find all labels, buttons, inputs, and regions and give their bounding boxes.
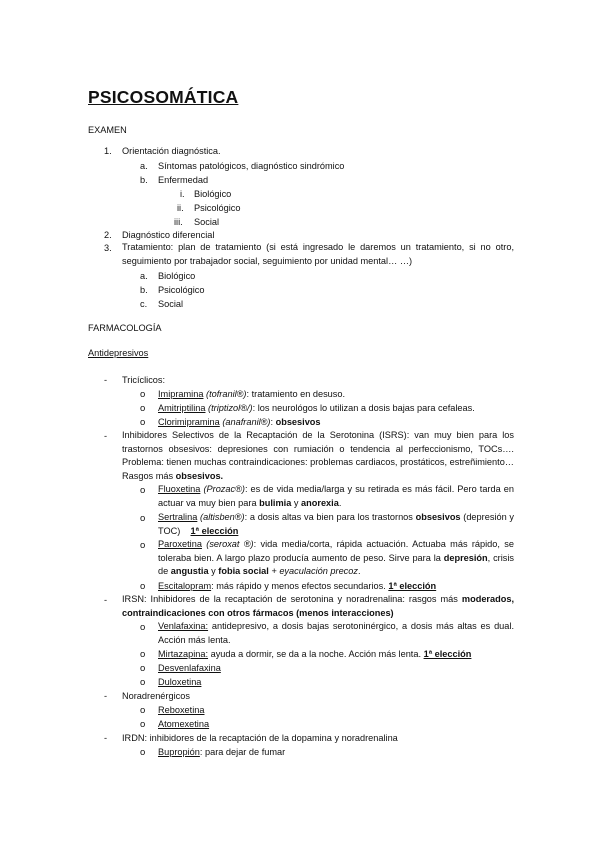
- list-item: Psicológico: [158, 285, 205, 295]
- list-marker: b.: [140, 175, 148, 185]
- examen-heading: EXAMEN: [88, 125, 127, 135]
- drug-item: Sertralina (altisben®): a dosis altas va bien para los trastornos obsesivos (depresión y TOC) 1ª elección: [158, 512, 514, 536]
- group-title: Tricíclicos:: [122, 375, 166, 385]
- circle-bullet: o: [140, 389, 146, 400]
- drug-item: Amitriptilina (triptizol®/): los neurológos lo utilizan a dosis bajas para cefaleas.: [158, 403, 475, 413]
- drug-item: Atomexetina: [158, 719, 210, 729]
- circle-bullet: o: [140, 663, 146, 674]
- circle-bullet: o: [140, 485, 146, 496]
- dash-bullet: -: [104, 733, 108, 743]
- list-item: Biológico: [158, 271, 196, 281]
- circle-bullet: o: [140, 747, 146, 758]
- circle-bullet: o: [140, 417, 146, 428]
- circle-bullet: o: [140, 677, 146, 688]
- circle-bullet: o: [140, 581, 146, 592]
- dash-bullet: -: [104, 431, 108, 441]
- drug-item: Desvenlafaxina: [158, 663, 221, 673]
- list-item: Social: [158, 299, 184, 309]
- page-title: PSICOSOMÁTICA: [88, 87, 239, 107]
- circle-bullet: o: [140, 403, 146, 414]
- drug-item: Reboxetina: [158, 705, 205, 715]
- list-marker: a.: [140, 271, 148, 281]
- drug-item: Escitalopram: más rápido y menos efectos secundarios. 1ª elección: [158, 581, 437, 591]
- list-marker: i.: [180, 189, 185, 199]
- list-item: Biológico: [194, 189, 232, 199]
- drug-item: Bupropión: para dejar de fumar: [158, 747, 286, 757]
- list-item: Enfermedad: [158, 175, 209, 185]
- dash-bullet: -: [104, 691, 108, 701]
- dash-bullet: -: [104, 375, 108, 385]
- list-item: Tratamiento: plan de tratamiento (si está ingresado le daremos un tratamiento, si no otro, seguimiento por trabajador social, seguimiento por unidad mental… …): [122, 242, 514, 266]
- list-item: Síntomas patológicos, diagnóstico sindrómico: [158, 161, 345, 171]
- list-item: Psicológico: [194, 203, 241, 213]
- drug-item: Fluoxetina (Prozac®): es de vida media/larga y su retirada es más fácil. Pero tarda en actuar va muy bien para bulimia y anorexia.: [158, 484, 514, 508]
- list-marker: 2.: [104, 230, 112, 240]
- drug-item: Venlafaxina: antidepresivo, a dosis bajas serotoninérgico, a dosis más altas es dual. Acción más lenta.: [158, 621, 514, 645]
- group-title: IRDN: inhibidores de la recaptación de la dopamina y noradrenalina: [122, 733, 398, 743]
- list-marker: c.: [140, 299, 148, 309]
- list-item: Diagnóstico diferencial: [122, 230, 215, 240]
- drug-item: Imipramina (tofranil®): tratamiento en desuso.: [158, 389, 346, 399]
- list-marker: 3.: [104, 243, 112, 253]
- drug-item: Paroxetina (seroxat ®): vida media/corta, rápida actuación. Actuaba más rápido, se toleraba bien. A largo plazo producía aumento de peso. Sirve para la depresión, crisis de angustia y fobia social + eyaculación precoz.: [158, 539, 515, 577]
- drug-item: Mirtazapina: ayuda a dormir, se da a la noche. Acción más lenta. 1ª elección: [158, 649, 472, 659]
- circle-bullet: o: [140, 622, 146, 633]
- circle-bullet: o: [140, 719, 146, 730]
- drug-item: Clorimipramina (anafranil®): obsesivos: [158, 417, 321, 427]
- group-title: Inhibidores Selectivos de la Recaptación de la Serotonina (ISRS): van muy bien para los trastornos obsesivos: depresiones con rumiación o tendencia al perfeccionismo, TOCs…. Problema: tienen muchas contraindicaciones: problemas cardiacos, prostáticos, estreñimiento… Rasgos más obsesivos.: [122, 430, 514, 481]
- list-marker: b.: [140, 285, 148, 295]
- group-title: IRSN: Inhibidores de la recaptación de serotonina y noradrenalina: rasgos más moderados, contraindicaciones con otros fármacos (menos interacciones): [122, 594, 514, 618]
- circle-bullet: o: [140, 540, 146, 551]
- dash-bullet: -: [104, 595, 108, 605]
- drug-item: Duloxetina: [158, 677, 202, 687]
- list-marker: iii.: [174, 217, 183, 227]
- farmacologia-heading: FARMACOLOGÍA: [88, 323, 162, 333]
- circle-bullet: o: [140, 705, 146, 716]
- list-marker: 1.: [104, 146, 112, 156]
- list-item: Orientación diagnóstica.: [122, 146, 221, 156]
- list-marker: ii.: [177, 203, 184, 213]
- group-title: Noradrenérgicos: [122, 691, 190, 701]
- circle-bullet: o: [140, 649, 146, 660]
- list-marker: a.: [140, 161, 148, 171]
- antidepresivos-subheading: Antidepresivos: [88, 348, 149, 358]
- circle-bullet: o: [140, 513, 146, 524]
- list-item: Social: [194, 217, 220, 227]
